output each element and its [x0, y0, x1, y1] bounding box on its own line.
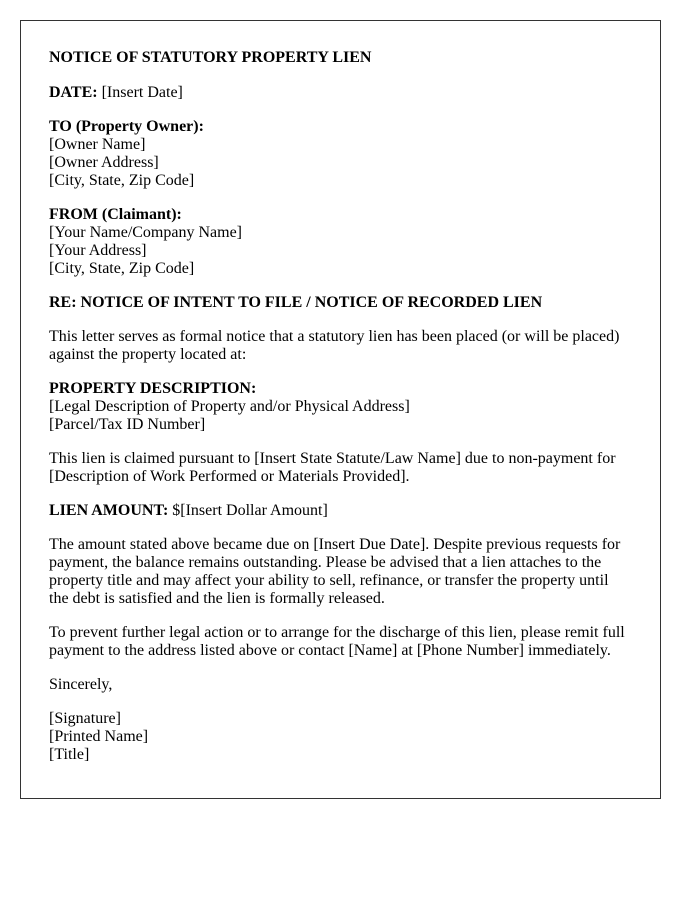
- claimant-address: [Your Address]: [49, 242, 147, 259]
- property-description-section: [49, 380, 632, 434]
- document-title: NOTICE OF STATUTORY PROPERTY LIEN: [49, 49, 372, 66]
- re-line: RE: NOTICE OF INTENT TO FILE / NOTICE OF RECORDED LIEN: [49, 294, 543, 311]
- to-section: [49, 118, 632, 190]
- intro-paragraph: This letter serves as formal notice that a statutory lien has been placed (or will be placed) against the property located at:: [49, 328, 620, 363]
- date-value: [Insert Date]: [101, 84, 183, 101]
- parcel-tax-id: [Parcel/Tax ID Number]: [49, 416, 206, 433]
- property-description-label: PROPERTY DESCRIPTION:: [49, 380, 257, 397]
- printed-name-line: [Printed Name]: [49, 728, 149, 745]
- signature-block: [49, 710, 632, 764]
- signature-line: [Signature]: [49, 710, 121, 727]
- lien-amount-value: $[Insert Dollar Amount]: [172, 502, 328, 519]
- amount-paragraph: The amount stated above became due on [Insert Due Date]. Despite previous requests for payment, the balance remains outstanding. Please be advised that a lien attaches to the property title and may affect your ability to sell, refinance, or transfer the property until the debt is satisfied and the lien is formally released.: [49, 536, 621, 607]
- owner-address: [Owner Address]: [49, 154, 159, 171]
- from-label: FROM (Claimant):: [49, 206, 182, 223]
- title-line: [Title]: [49, 746, 90, 763]
- claimant-name: [Your Name/Company Name]: [49, 224, 243, 241]
- lien-amount-label: LIEN AMOUNT:: [49, 502, 169, 519]
- claimant-city-state-zip: [City, State, Zip Code]: [49, 260, 195, 277]
- date-label: DATE:: [49, 84, 98, 101]
- statute-paragraph: This lien is claimed pursuant to [Insert State Statute/Law Name] due to non-payment for [Description of Work Performed or Materials Provided].: [49, 450, 616, 485]
- to-label: TO (Property Owner):: [49, 118, 204, 135]
- owner-name: [Owner Name]: [49, 136, 146, 153]
- owner-city-state-zip: [City, State, Zip Code]: [49, 172, 195, 189]
- legal-description: [Legal Description of Property and/or Physical Address]: [49, 398, 410, 415]
- closing: Sincerely,: [49, 676, 113, 693]
- date-section: [49, 84, 632, 102]
- action-paragraph: To prevent further legal action or to arrange for the discharge of this lien, please remit full payment to the address listed above or contact [Name] at [Phone Number] immediately.: [49, 624, 625, 659]
- from-section: [49, 206, 632, 278]
- lien-amount-section: [49, 502, 632, 520]
- lien-notice-letter: [20, 20, 661, 799]
